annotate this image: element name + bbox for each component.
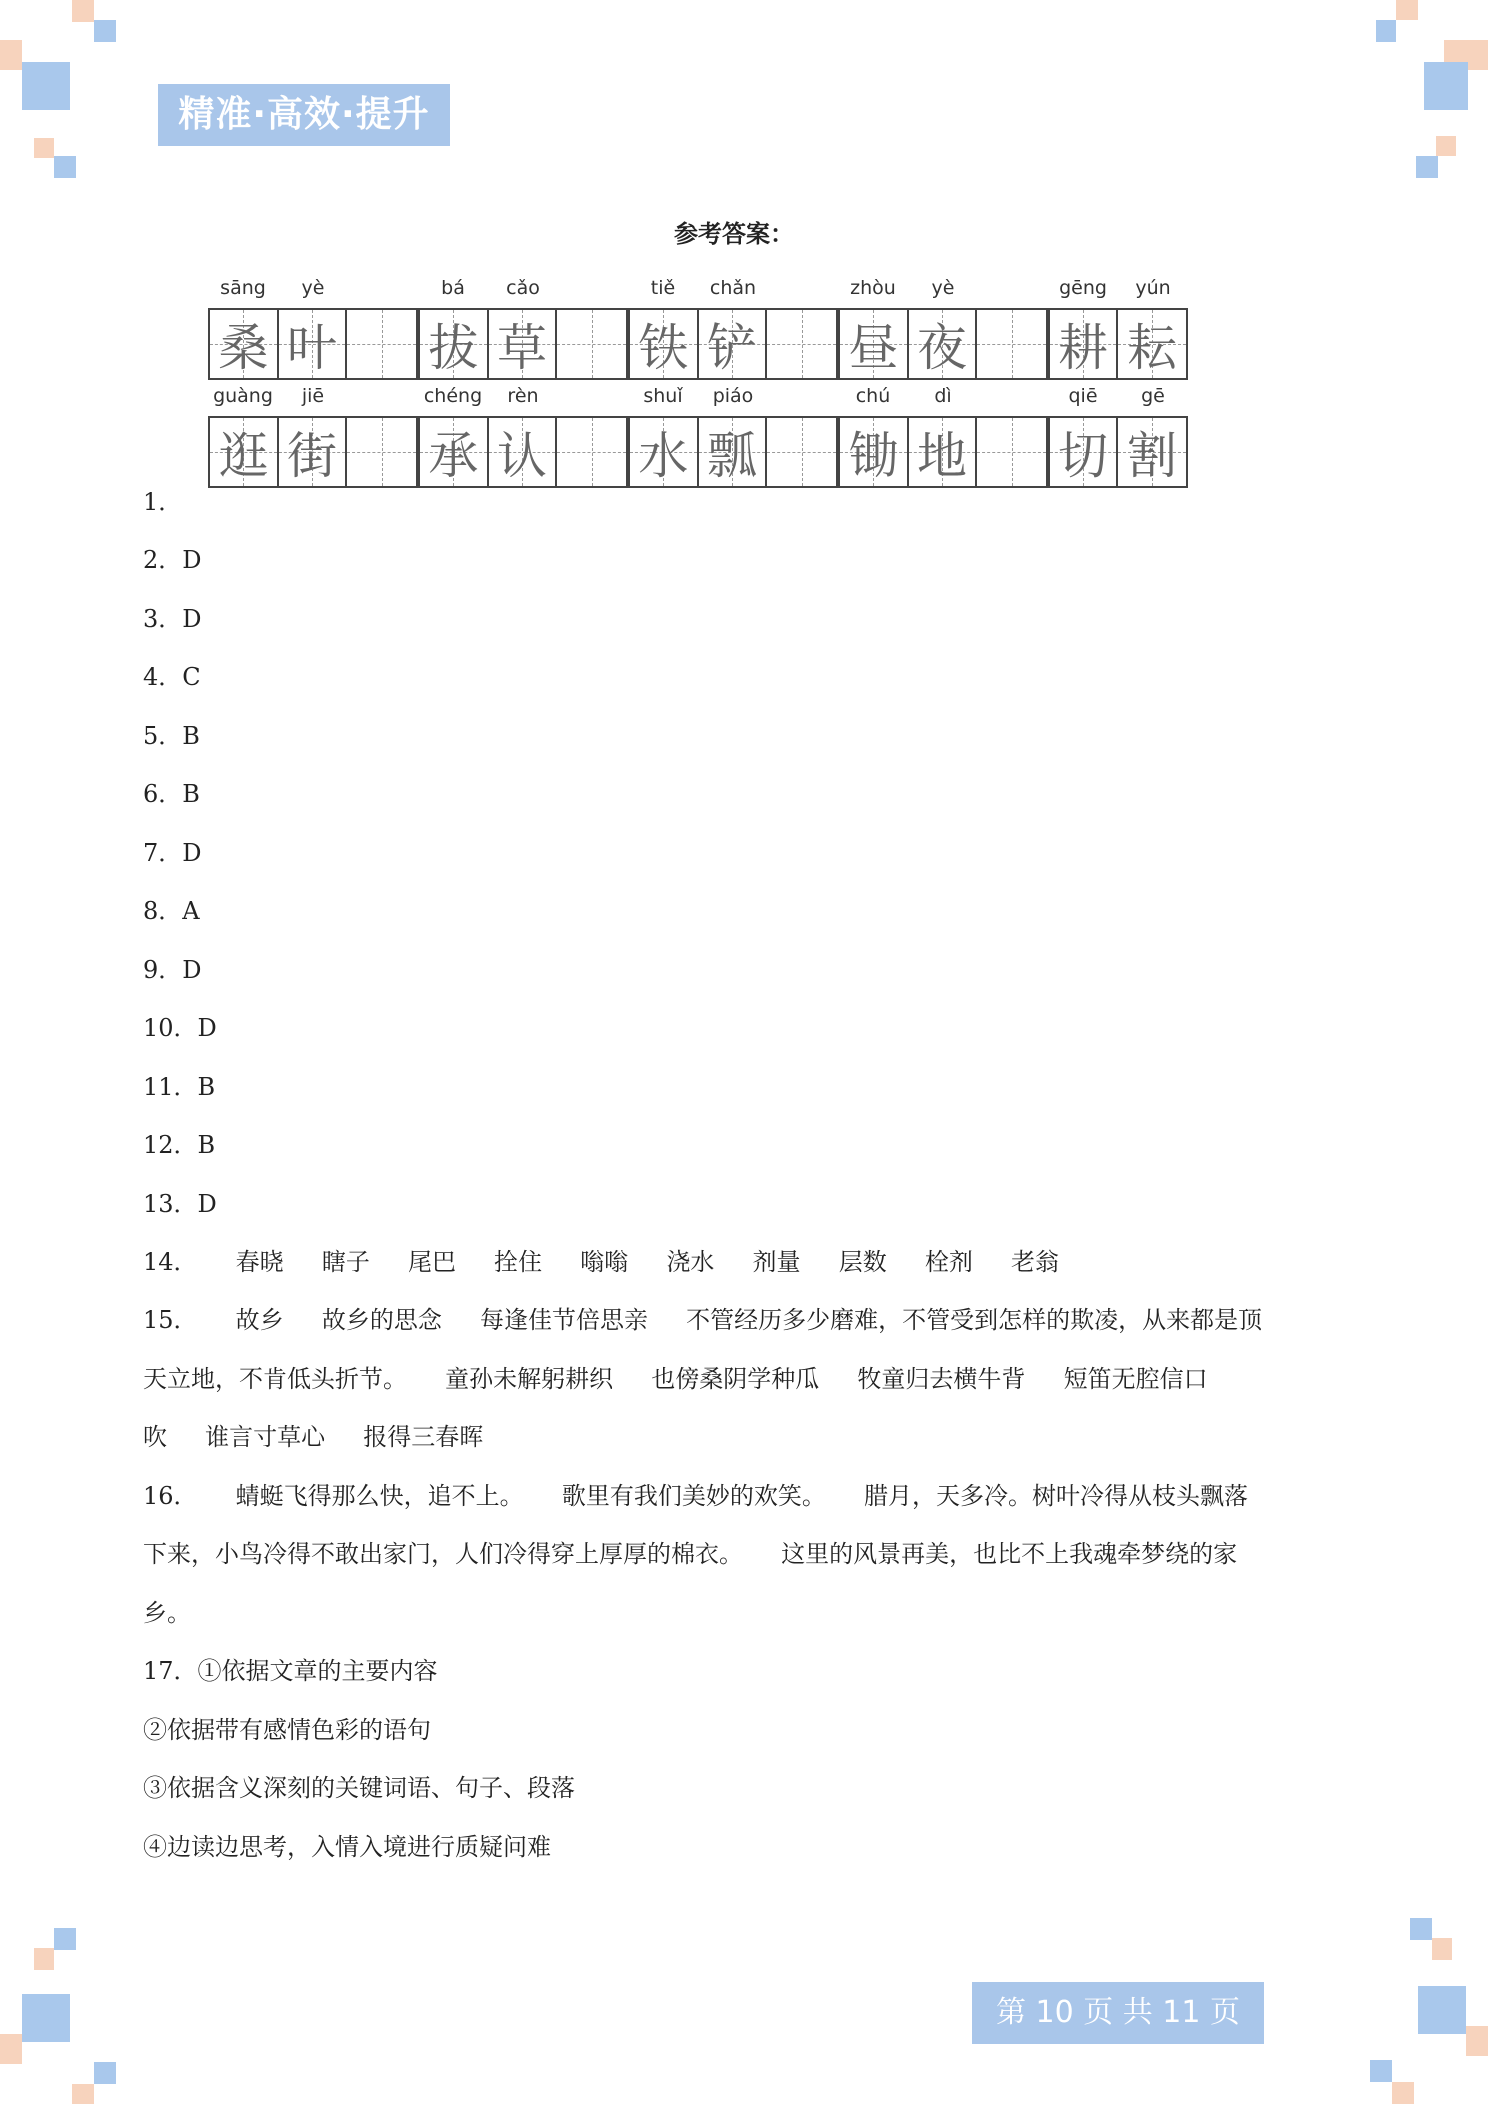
decor-square	[1370, 2060, 1392, 2082]
brand-badge: 精准·高效·提升	[158, 84, 450, 146]
writing-cells	[208, 308, 418, 380]
answer-line: 下来，小鸟冷得不敢出家门，人们冷得穿上厚厚的棉衣。 这里的风景再美，也比不上我魂牵梦绕的家	[143, 1540, 1238, 1568]
hanzi: 切	[1058, 427, 1109, 485]
decor-square	[94, 20, 116, 42]
pinyin-label: gēng	[1059, 277, 1107, 299]
answer-line: 乡。	[143, 1599, 191, 1627]
hanzi: 街	[287, 427, 337, 485]
writing-cell	[420, 418, 489, 486]
decor-square	[72, 2084, 94, 2104]
writing-cell	[489, 418, 558, 486]
answer-line: ④边读边思考，入情入境进行质疑问难	[143, 1833, 551, 1861]
answer-line: 3．D	[143, 605, 202, 633]
writing-cell	[840, 310, 909, 378]
writing-cell	[210, 310, 279, 378]
writing-cells	[838, 308, 1048, 380]
decor-square	[0, 2034, 22, 2064]
writing-cell	[630, 310, 699, 378]
page-number: 第 10 页 共 11 页	[972, 1982, 1264, 2044]
writing-cells	[838, 416, 1048, 488]
decor-square	[0, 40, 22, 70]
writing-cell	[1050, 310, 1118, 378]
answer-line: 5．B	[143, 722, 200, 750]
writing-cell	[279, 310, 348, 378]
pinyin-label: qiē	[1068, 385, 1098, 407]
decor-square	[54, 156, 76, 178]
answer-line: 17．①依据文章的主要内容	[143, 1657, 438, 1685]
answer-line: 12．B	[143, 1131, 216, 1159]
pinyin-label: guàng	[213, 385, 273, 407]
word-box	[628, 385, 838, 488]
hanzi: 草	[497, 319, 547, 377]
pinyin-label: bá	[441, 277, 465, 299]
decor-square	[1424, 62, 1468, 110]
answer-line: 天立地，不肯低头折节。 童孙未解躬耕织 也傍桑阴学种瓜 牧童归去横牛背 短笛无腔信口	[143, 1365, 1208, 1393]
decor-square	[1410, 1918, 1432, 1940]
writing-cell	[557, 418, 626, 486]
decor-square	[22, 62, 70, 110]
answer-line: 4．C	[143, 663, 201, 691]
decor-square	[1392, 2082, 1414, 2104]
hanzi: 锄	[848, 427, 899, 485]
decor-square	[1396, 0, 1418, 20]
writing-cell	[1050, 418, 1118, 486]
hanzi: 承	[428, 427, 479, 485]
writing-cells	[628, 416, 838, 488]
answer-line: 7．D	[143, 839, 202, 867]
answer-line: ③依据含义深刻的关键词语、句子、段落	[143, 1774, 575, 1802]
pinyin-label: dì	[934, 385, 952, 407]
hanzi: 桑	[218, 319, 269, 377]
answer-line: 14． 春晓 瞎子 尾巴 拴住 嗡嗡 浇水 剂量 层数 栓剂 老翁	[143, 1248, 1059, 1276]
answer-line: 9．D	[143, 956, 202, 984]
decor-square	[1466, 2026, 1488, 2056]
writing-cell	[347, 418, 416, 486]
hanzi: 地	[917, 427, 967, 485]
answer-line: 11．B	[143, 1073, 216, 1101]
hanzi: 铁	[638, 319, 689, 377]
decor-square	[1432, 1938, 1452, 1960]
pinyin-label: piáo	[712, 385, 754, 407]
answer-line: 吹 谁言寸草心 报得三春晖	[143, 1423, 484, 1451]
word-box	[838, 385, 1048, 488]
writing-cell	[347, 310, 416, 378]
writing-cell	[279, 418, 348, 486]
decor-square	[22, 1994, 70, 2042]
writing-cell	[1118, 310, 1186, 378]
writing-cells	[1048, 416, 1188, 488]
writing-cell	[699, 418, 768, 486]
writing-cell	[977, 418, 1046, 486]
decor-square	[1418, 1986, 1466, 2034]
word-box	[418, 385, 628, 488]
pinyin-label: sāng	[220, 277, 266, 299]
hanzi: 夜	[917, 319, 967, 377]
pinyin-label: gē	[1141, 385, 1165, 407]
pinyin-label: shuǐ	[643, 385, 683, 407]
writing-cell	[909, 310, 978, 378]
decor-square	[72, 0, 94, 22]
decor-square	[1416, 156, 1438, 178]
page-title: 参考答案：	[674, 220, 794, 248]
pinyin-label: chéng	[423, 385, 483, 407]
answer-line: 2．D	[143, 546, 202, 574]
word-box	[1048, 277, 1188, 380]
pinyin-label: tiě	[650, 277, 676, 299]
answer-line: ②依据带有感情色彩的语句	[143, 1716, 431, 1744]
hanzi: 叶	[287, 319, 337, 377]
writing-cell	[630, 418, 699, 486]
pinyin-grid-row-1	[208, 277, 1198, 380]
word-box	[838, 277, 1048, 380]
hanzi: 拔	[428, 319, 479, 377]
hanzi: 瓢	[707, 427, 757, 485]
writing-cells	[1048, 308, 1188, 380]
decor-square	[1376, 20, 1396, 42]
answer-line: 10．D	[143, 1014, 217, 1042]
writing-cell	[210, 418, 279, 486]
word-box	[208, 277, 418, 380]
word-box	[418, 277, 628, 380]
word-box	[628, 277, 838, 380]
writing-cell	[1118, 418, 1186, 486]
word-box	[1048, 385, 1188, 488]
pinyin-label: rèn	[507, 385, 539, 407]
hanzi: 认	[497, 427, 547, 485]
writing-cell	[557, 310, 626, 378]
pinyin-label: zhòu	[850, 277, 896, 299]
writing-cell	[767, 310, 836, 378]
writing-cell	[420, 310, 489, 378]
pinyin-label: chú	[855, 385, 891, 407]
pinyin-label: yún	[1135, 277, 1171, 299]
answer-line: 13．D	[143, 1190, 217, 1218]
answer-line: 6．B	[143, 780, 200, 808]
writing-cell	[699, 310, 768, 378]
decor-square	[34, 1948, 54, 1970]
writing-cells	[628, 308, 838, 380]
writing-cell	[977, 310, 1046, 378]
writing-cell	[767, 418, 836, 486]
word-box	[208, 385, 418, 488]
decor-square	[94, 2062, 116, 2084]
answer-line: 15． 故乡 故乡的思念 每逢佳节倍思亲 不管经历多少磨难，不管受到怎样的欺凌，从来都是顶	[143, 1306, 1263, 1334]
hanzi: 水	[638, 427, 689, 485]
writing-cells	[208, 416, 418, 488]
decor-square	[34, 138, 54, 158]
hanzi: 耘	[1127, 319, 1178, 377]
pinyin-label: cǎo	[506, 277, 540, 299]
pinyin-label: jiē	[301, 385, 325, 407]
hanzi: 铲	[707, 319, 757, 377]
answer-line: 1．	[143, 488, 183, 516]
writing-cell	[909, 418, 978, 486]
pinyin-label: yè	[931, 277, 955, 299]
writing-cell	[840, 418, 909, 486]
answer-line: 16． 蜻蜓飞得那么快，追不上。 歌里有我们美妙的欢笑。 腊月，天多冷。树叶冷得从枝头飘落	[143, 1482, 1248, 1510]
pinyin-label: yè	[301, 277, 325, 299]
decor-square	[1436, 136, 1456, 156]
writing-cells	[418, 308, 628, 380]
writing-cell	[489, 310, 558, 378]
hanzi: 耕	[1058, 319, 1109, 377]
decor-square	[54, 1928, 76, 1950]
hanzi: 逛	[218, 427, 269, 485]
hanzi: 昼	[848, 319, 899, 377]
writing-cells	[418, 416, 628, 488]
answer-line: 8．A	[143, 897, 200, 925]
pinyin-grid-row-2	[208, 385, 1198, 488]
hanzi: 割	[1127, 427, 1178, 485]
pinyin-label: chǎn	[709, 277, 757, 299]
